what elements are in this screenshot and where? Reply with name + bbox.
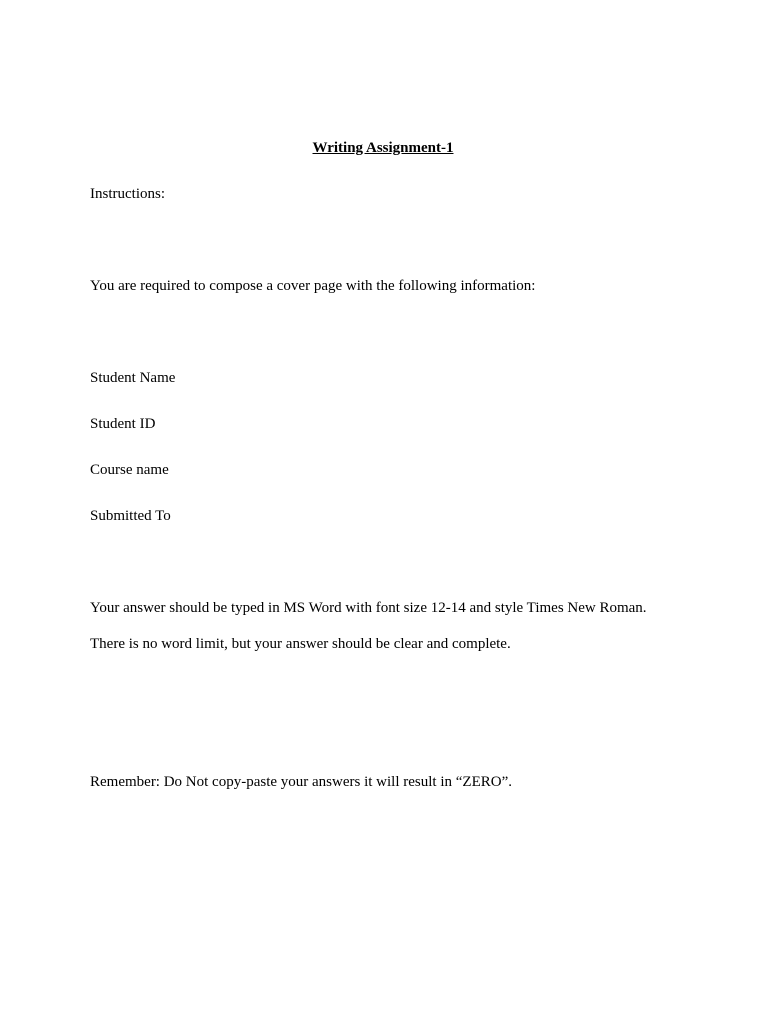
cover-field-student-name: Student Name — [90, 370, 176, 386]
intro-paragraph: You are required to compose a cover page with the following information: — [90, 278, 536, 294]
format-note: Your answer should be typed in MS Word with font size 12-14 and style Times New Roman. — [90, 600, 647, 616]
cover-field-student-id: Student ID — [90, 416, 156, 432]
reminder-note: Remember: Do Not copy-paste your answers it will result in “ZERO”. — [90, 774, 512, 790]
cover-field-course-name: Course name — [90, 462, 169, 478]
instructions-label: Instructions: — [90, 186, 165, 202]
word-limit-note: There is no word limit, but your answer should be clear and complete. — [90, 636, 511, 652]
cover-field-submitted-to: Submitted To — [90, 508, 171, 524]
document-title: Writing Assignment-1 — [312, 140, 454, 156]
